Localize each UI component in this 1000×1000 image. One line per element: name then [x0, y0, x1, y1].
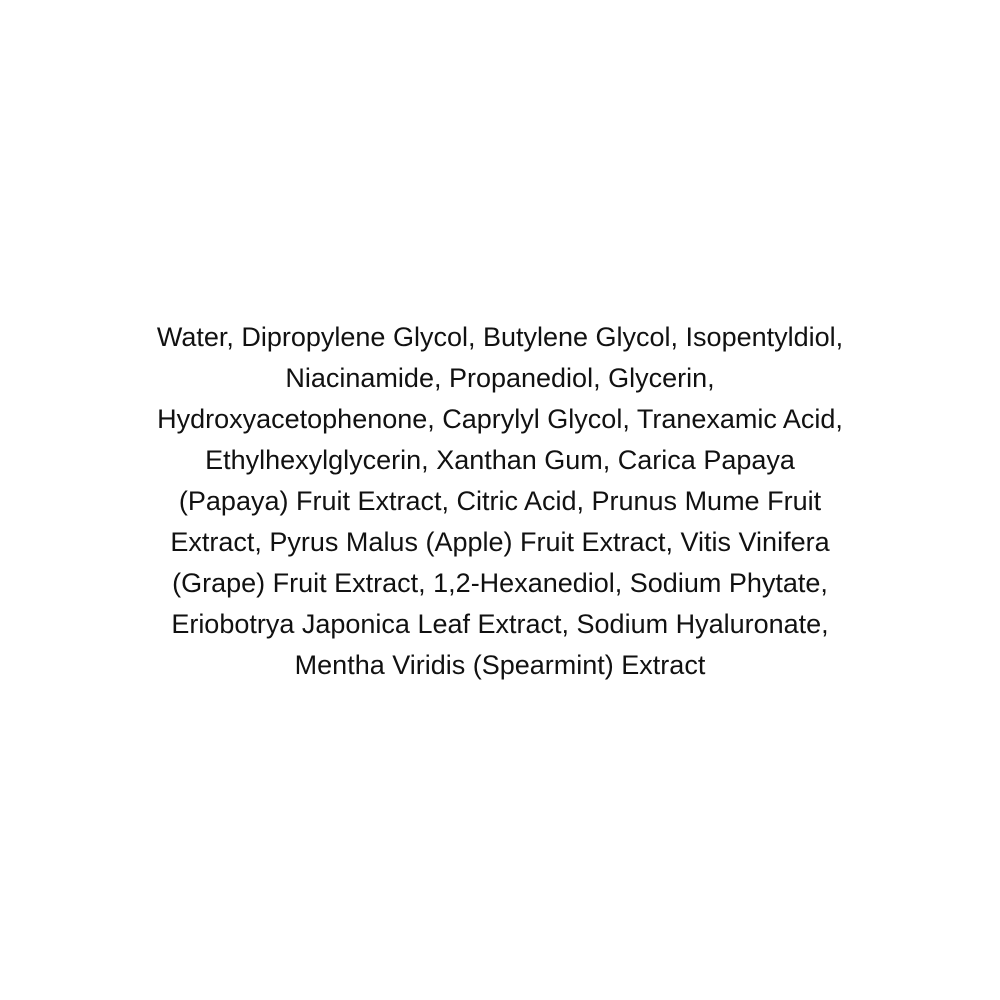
ingredients-line-8: Eriobotrya Japonica Leaf Extract, Sodium Hyaluronate, — [171, 608, 829, 639]
ingredients-line-9: Mentha Viridis (Spearmint) Extract — [294, 649, 706, 680]
ingredients-list — [90, 317, 910, 686]
ingredients-line-7: (Grape) Fruit Extract, 1,2-Hexanediol, Sodium Phytate, — [172, 567, 828, 598]
ingredients-line-5: (Papaya) Fruit Extract, Citric Acid, Prunus Mume Fruit — [178, 485, 822, 516]
ingredients-line-4: Ethylhexylglycerin, Xanthan Gum, Carica Papaya — [205, 444, 795, 475]
ingredients-line-3: Hydroxyacetophenone, Caprylyl Glycol, Tranexamic Acid, — [157, 403, 843, 434]
ingredients-line-2: Niacinamide, Propanediol, Glycerin, — [285, 362, 715, 393]
ingredients-line-1: Water, Dipropylene Glycol, Butylene Glycol, Isopentyldiol, — [156, 321, 844, 352]
ingredients-line-6: Extract, Pyrus Malus (Apple) Fruit Extract, Vitis Vinifera — [170, 526, 830, 557]
